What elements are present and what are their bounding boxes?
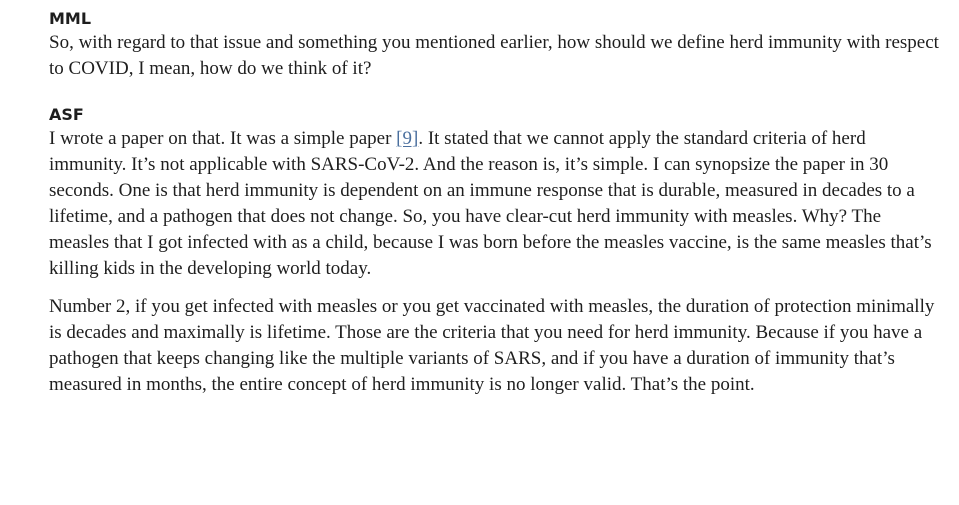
question-paragraph: So, with regard to that issue and something you mentioned earlier, how should we define herd immunity with respect to COVID, I mean, how do we think of it? — [49, 32, 939, 79]
answer-paragraph-2: Number 2, if you get infected with measles or you get vaccinated with measles, the duration of protection minimally is decades and maximally is lifetime. Those are the criteria that you need for herd immunity. Because if you have a pathogen that keeps changing like the multiple variants of SARS, and if you have a duration of immunity that’s measured in months, the entire concept of herd immunity is no longer valid. That’s the point. — [49, 296, 935, 395]
speaker-label-mml: MML — [49, 9, 92, 28]
answer-paragraph-1-start: I wrote a paper on that. It was a simple paper — [49, 128, 397, 149]
answer-paragraph-1 — [49, 126, 939, 282]
interview-transcript — [49, 8, 939, 398]
exchange-asf — [49, 104, 939, 398]
answer-paragraph-1-rest: . It stated that we cannot apply the standard criteria of herd immunity. It’s not applicable with SARS-CoV-2. And the reason is, it’s simple. I can synopsize the paper in 30 seconds. One is that herd immunity is dependent on an immune response that is durable, measured in decades to a lifetime, and a pathogen that does not change. So, you have clear-cut herd immunity with measles. Why? The measles that I got infected with as a child, because I was born before the measles vaccine, is the same measles that’s killing kids in the developing world today. — [49, 128, 932, 279]
speaker-label-asf: ASF — [49, 105, 84, 124]
exchange-mml — [49, 8, 939, 82]
reference-link-9[interactable]: [9] — [396, 128, 419, 149]
